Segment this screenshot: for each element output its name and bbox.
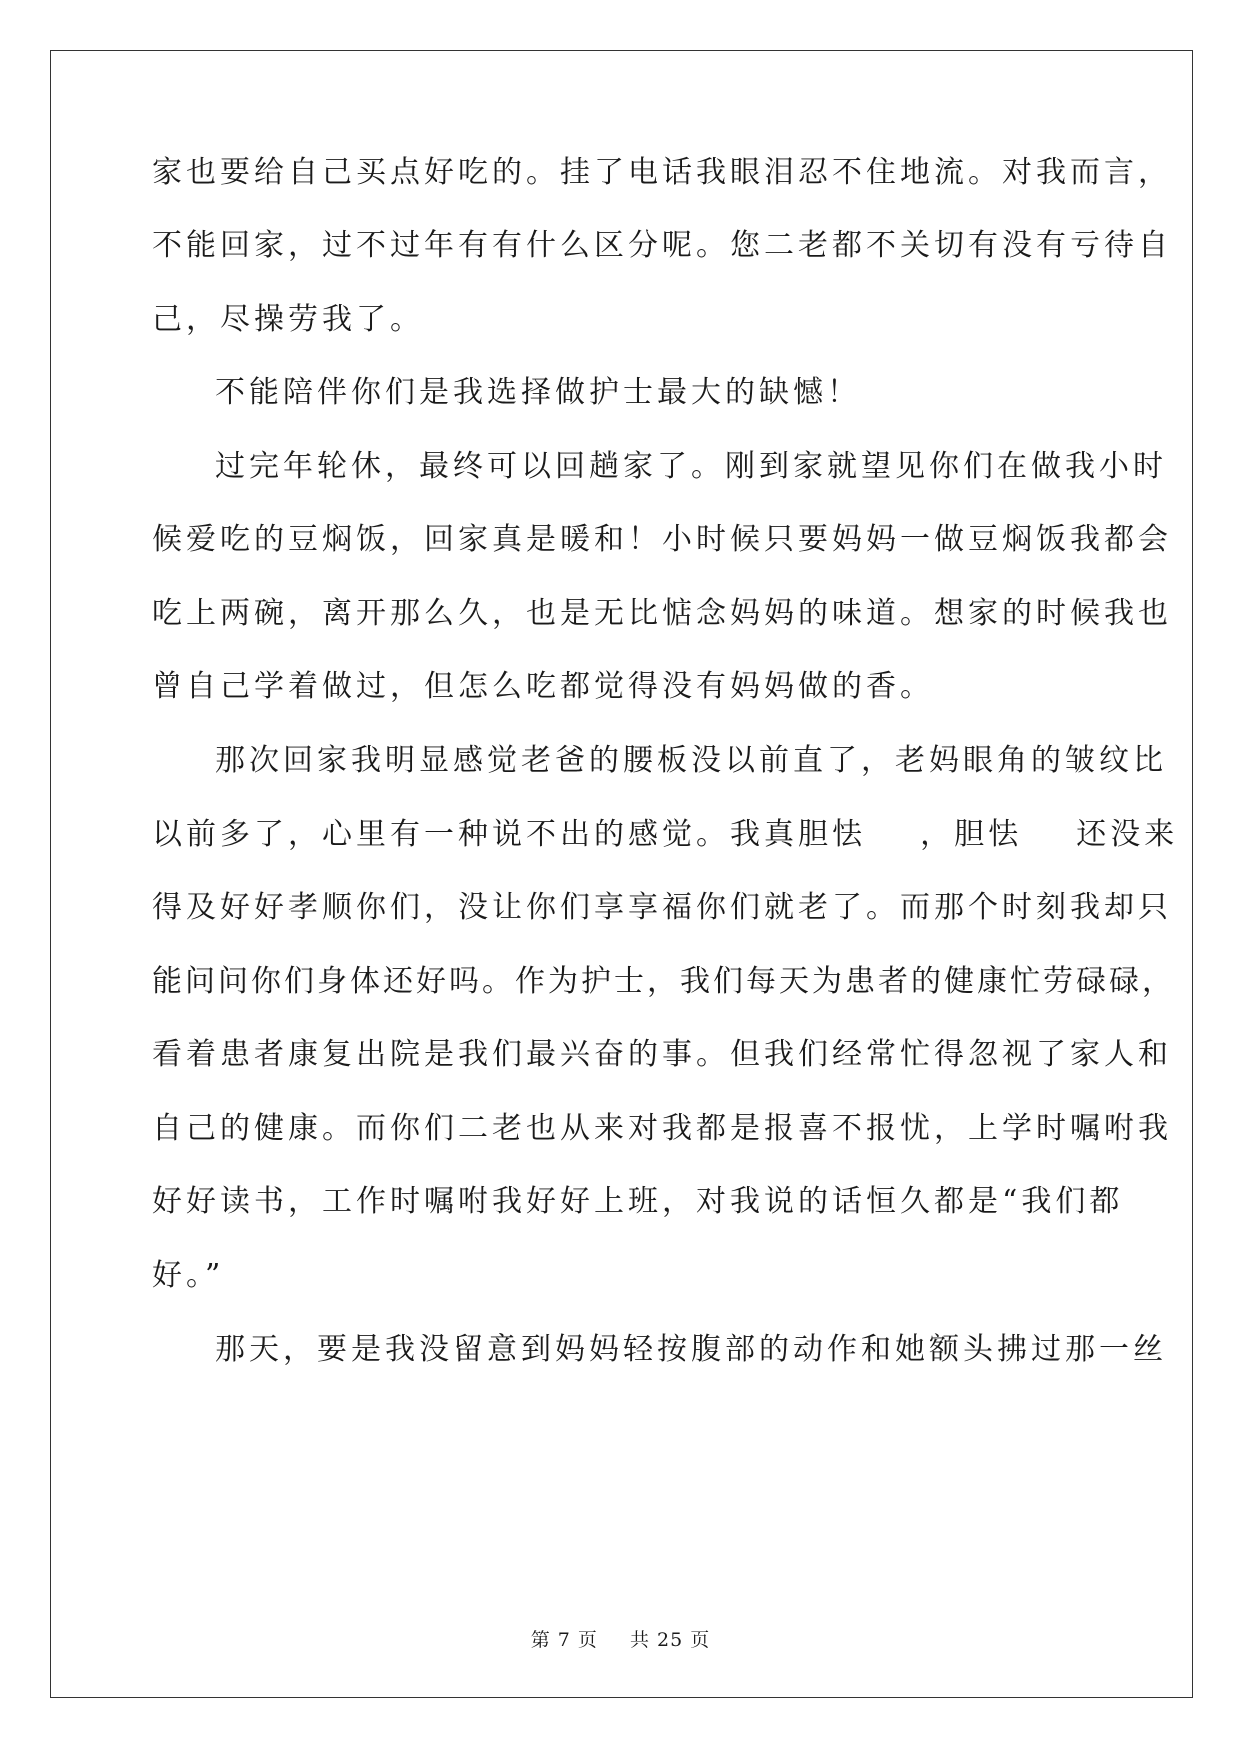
text-line: 好好读书，工作时嘱咐我好好上班，对我说的话恒久都是“我们都 [152,1184,1124,1219]
paragraph-start-line: 那次回家我明显感觉老爸的腰板没以前直了，老妈眼角的皱纹比 [215,743,1167,778]
text-line: 能问问你们身体还好吗。作为护士，我们每天为患者的健康忙劳碌碌， [152,964,1175,999]
paragraph-start-line: 不能陪伴你们是我选择做护士最大的缺憾！ [215,375,861,410]
page-footer [0,1628,1241,1652]
text-line: 自己的健康。而你们二老也从来对我都是报喜不报忧，上学时嘱咐我 [152,1111,1172,1146]
text-line: 己，尽操劳我了。 [152,302,424,337]
text-line: 得及好好孝顺你们，没让你们享享福你们就老了。而那个时刻我却只 [152,890,1172,925]
text-line: 曾自己学着做过，但怎么吃都觉得没有妈妈做的香。 [152,669,934,704]
page-total: 共 25 页 [630,1629,711,1651]
text-line: 好。” [152,1258,225,1293]
paragraph-start-line: 那天，要是我没留意到妈妈轻按腹部的动作和她额头拂过那一丝 [215,1332,1167,1367]
page-border [50,50,1193,1698]
text-line: 以前多了，心里有一种说不出的感觉。我真胆怯 ，胆怯 还没来 [152,817,1179,852]
text-line: 不能回家，过不过年有有什么区分呢。您二老都不关切有没有亏待自 [152,228,1172,263]
page-number: 第 7 页 [530,1629,598,1651]
paragraph-start-line: 过完年轮休，最终可以回趟家了。刚到家就望见你们在做我小时 [215,449,1167,484]
text-line: 吃上两碗，离开那么久，也是无比惦念妈妈的味道。想家的时候我也 [152,596,1172,631]
text-line: 看着患者康复出院是我们最兴奋的事。但我们经常忙得忽视了家人和 [152,1037,1172,1072]
text-line: 家也要给自己买点好吃的。挂了电话我眼泪忍不住地流。对我而言， [152,155,1172,190]
text-line: 候爱吃的豆焖饭，回家真是暖和！小时候只要妈妈一做豆焖饭我都会 [152,522,1172,557]
